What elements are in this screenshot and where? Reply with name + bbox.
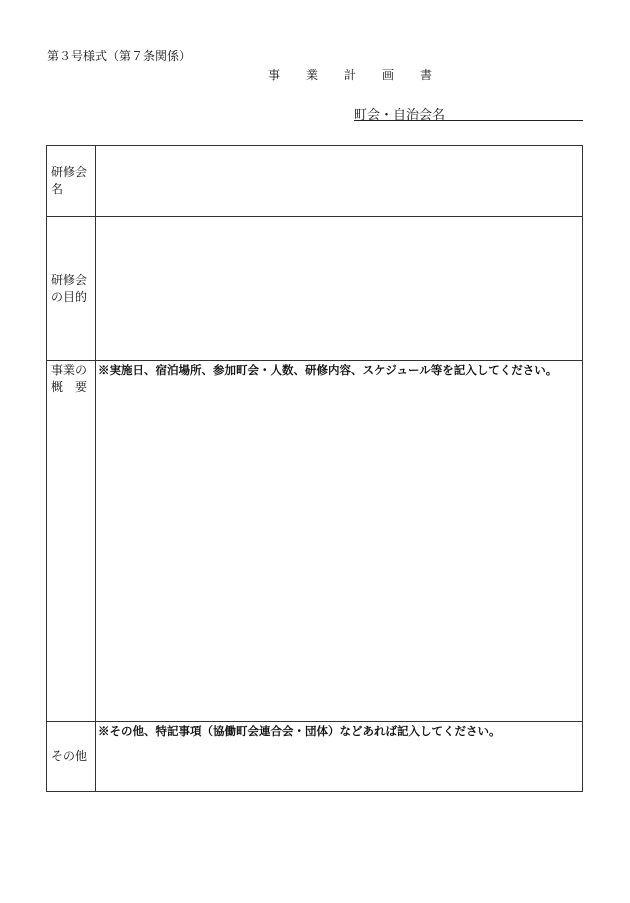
plan-table [46,145,583,792]
project-summary-label-line1: 事業の [51,363,88,377]
seminar-purpose-label-line2: の目的 [51,289,88,304]
table-row-other [47,722,583,792]
seminar-purpose-label-line1: 研修会 [51,272,88,287]
seminar-name-label [47,146,96,217]
seminar-name-label-line2: 名 [51,182,64,196]
project-summary-label-line2: 概 要 [51,380,88,394]
other-input[interactable] [96,722,583,792]
other-label [47,722,96,792]
association-name-label: 町会・自治会名 [354,108,446,123]
project-summary-input[interactable] [96,361,583,722]
seminar-purpose-input[interactable] [96,217,583,361]
table-row-seminar-purpose [47,217,583,361]
form-number: 第３号様式（第７条関係） [47,49,192,63]
other-label-line1: その他 [51,749,88,763]
project-summary-note: ※実施日、宿泊場所、参加町会・人数、研修内容、スケジュール等を記入してください。 [98,363,558,377]
seminar-name-input[interactable] [96,146,583,217]
seminar-name-label-line1: 研修会 [51,165,88,179]
project-summary-label [47,361,96,722]
other-note: ※その他、特記事項（協働町会連合会・団体）などあれば記入してください。 [98,724,501,738]
document-title: 事 業 計 画 書 [268,68,440,82]
seminar-purpose-label [47,217,96,361]
association-name-field[interactable] [354,104,583,121]
table-row-seminar-name [47,146,583,217]
table-row-project-summary [47,361,583,722]
